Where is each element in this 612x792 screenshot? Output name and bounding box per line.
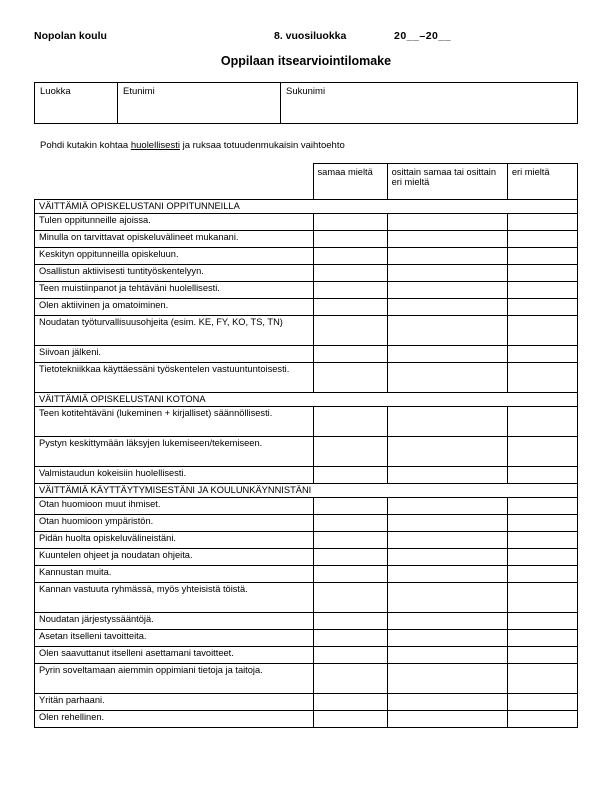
checkbox-cell-disagree[interactable] bbox=[507, 282, 577, 299]
checkbox-cell-disagree[interactable] bbox=[507, 664, 577, 694]
checkbox-cell-agree[interactable] bbox=[313, 630, 387, 647]
checkbox-cell-disagree[interactable] bbox=[507, 630, 577, 647]
table-row bbox=[35, 437, 578, 467]
checkbox-cell-partly[interactable] bbox=[387, 566, 507, 583]
class-label: Luokka bbox=[40, 86, 71, 97]
statement-text: Olen rehellinen. bbox=[35, 711, 314, 728]
checkbox-cell-disagree[interactable] bbox=[507, 498, 577, 515]
checkbox-cell-disagree[interactable] bbox=[507, 566, 577, 583]
section-title: VÄITTÄMIÄ OPISKELUSTANI KOTONA bbox=[35, 393, 578, 407]
statement-text: Siivoan jälkeni. bbox=[35, 346, 314, 363]
checkbox-cell-partly[interactable] bbox=[387, 549, 507, 566]
checkbox-cell-agree[interactable] bbox=[313, 532, 387, 549]
statement-text: Noudatan järjestyssääntöjä. bbox=[35, 613, 314, 630]
section-header-row bbox=[35, 200, 578, 214]
checkbox-cell-agree[interactable] bbox=[313, 711, 387, 728]
section-header-row bbox=[35, 484, 578, 498]
table-row bbox=[35, 694, 578, 711]
checkbox-cell-agree[interactable] bbox=[313, 316, 387, 346]
table-row bbox=[35, 282, 578, 299]
header-agree: samaa mieltä bbox=[313, 164, 387, 200]
statement-text: Otan huomioon ympäristön. bbox=[35, 515, 314, 532]
statement-text: Teen kotitehtäväni (lukeminen + kirjalliset) säännöllisesti. bbox=[35, 407, 314, 437]
statement-text: Asetan itselleni tavoitteita. bbox=[35, 630, 314, 647]
checkbox-cell-disagree[interactable] bbox=[507, 515, 577, 532]
school-name: Nopolan koulu bbox=[34, 30, 107, 42]
checkbox-cell-partly[interactable] bbox=[387, 346, 507, 363]
school-year: 20__–20__ bbox=[394, 30, 452, 42]
checkbox-cell-agree[interactable] bbox=[313, 498, 387, 515]
statement-text: Minulla on tarvittavat opiskeluvälineet mukanani. bbox=[35, 231, 314, 248]
statement-text: Teen muistiinpanot ja tehtäväni huolellisesti. bbox=[35, 282, 314, 299]
checkbox-cell-partly[interactable] bbox=[387, 437, 507, 467]
checkbox-cell-agree[interactable] bbox=[313, 566, 387, 583]
table-row bbox=[35, 83, 578, 124]
statement-text: Olen aktiivinen ja omatoiminen. bbox=[35, 299, 314, 316]
grade-level: 8. vuosiluokka bbox=[274, 30, 347, 42]
checkbox-cell-disagree[interactable] bbox=[507, 214, 577, 231]
lastname-field[interactable] bbox=[281, 83, 578, 124]
checkbox-cell-agree[interactable] bbox=[313, 467, 387, 484]
table-row bbox=[35, 532, 578, 549]
checkbox-cell-agree[interactable] bbox=[313, 346, 387, 363]
checkbox-cell-disagree[interactable] bbox=[507, 363, 577, 393]
checkbox-cell-agree[interactable] bbox=[313, 664, 387, 694]
checkbox-cell-partly[interactable] bbox=[387, 630, 507, 647]
checkbox-cell-disagree[interactable] bbox=[507, 231, 577, 248]
statement-text: Pyrin soveltamaan aiemmin oppimiani tietoja ja taitoja. bbox=[35, 664, 314, 694]
questionnaire-body bbox=[35, 164, 578, 728]
section-title: VÄITTÄMIÄ OPISKELUSTANI OPPITUNNEILLA bbox=[35, 200, 578, 214]
lastname-label: Sukunimi bbox=[286, 86, 326, 97]
table-row bbox=[35, 467, 578, 484]
statement-text: Kannan vastuuta ryhmässä, myös yhteisistä töistä. bbox=[35, 583, 314, 613]
checkbox-cell-disagree[interactable] bbox=[507, 549, 577, 566]
checkbox-cell-disagree[interactable] bbox=[507, 694, 577, 711]
statement-text: Tietotekniikkaa käyttäessäni työskentelen vastuuntuntoisesti. bbox=[35, 363, 314, 393]
checkbox-cell-agree[interactable] bbox=[313, 694, 387, 711]
table-row bbox=[35, 346, 578, 363]
statement-text: Otan huomioon muut ihmiset. bbox=[35, 498, 314, 515]
statement-text: Valmistaudun kokeisiin huolellisesti. bbox=[35, 467, 314, 484]
table-row bbox=[35, 711, 578, 728]
statement-text: Noudatan työturvallisuusohjeita (esim. KE, FY, KO, TS, TN) bbox=[35, 316, 314, 346]
checkbox-cell-partly[interactable] bbox=[387, 282, 507, 299]
statement-text: Olen saavuttanut itselleni asettamani tavoitteet. bbox=[35, 647, 314, 664]
checkbox-cell-disagree[interactable] bbox=[507, 346, 577, 363]
checkbox-cell-partly[interactable] bbox=[387, 407, 507, 437]
checkbox-cell-disagree[interactable] bbox=[507, 467, 577, 484]
section-title: VÄITTÄMIÄ KÄYTTÄYTYMISESTÄNI JA KOULUNKÄYNNISTÄNI bbox=[35, 484, 578, 498]
checkbox-cell-partly[interactable] bbox=[387, 647, 507, 664]
table-row bbox=[35, 566, 578, 583]
table-row bbox=[35, 248, 578, 265]
table-row bbox=[35, 231, 578, 248]
checkbox-cell-partly[interactable] bbox=[387, 515, 507, 532]
checkbox-cell-agree[interactable] bbox=[313, 214, 387, 231]
checkbox-cell-disagree[interactable] bbox=[507, 316, 577, 346]
table-row bbox=[35, 515, 578, 532]
checkbox-cell-agree[interactable] bbox=[313, 282, 387, 299]
checkbox-cell-agree[interactable] bbox=[313, 549, 387, 566]
checkbox-cell-partly[interactable] bbox=[387, 498, 507, 515]
checkbox-cell-agree[interactable] bbox=[313, 437, 387, 467]
table-row bbox=[35, 647, 578, 664]
checkbox-cell-partly[interactable] bbox=[387, 694, 507, 711]
page-title: Oppilaan itsearviointilomake bbox=[220, 54, 392, 68]
checkbox-cell-partly[interactable] bbox=[387, 613, 507, 630]
table-row bbox=[35, 214, 578, 231]
statement-text: Kannustan muita. bbox=[35, 566, 314, 583]
firstname-label: Etunimi bbox=[123, 86, 155, 97]
checkbox-cell-partly[interactable] bbox=[387, 265, 507, 282]
table-row bbox=[35, 549, 578, 566]
statement-text: Yritän parhaani. bbox=[35, 694, 314, 711]
table-row bbox=[35, 265, 578, 282]
header-disagree: eri mieltä bbox=[507, 164, 577, 200]
instruction-part-2: ja ruksaa totuudenmukaisin vaihtoehto bbox=[179, 140, 345, 151]
statement-text: Tulen oppitunneille ajoissa. bbox=[35, 214, 314, 231]
firstname-field[interactable] bbox=[118, 83, 281, 124]
checkbox-cell-partly[interactable] bbox=[387, 363, 507, 393]
table-row bbox=[35, 407, 578, 437]
table-row bbox=[35, 664, 578, 694]
section-header-row bbox=[35, 393, 578, 407]
document-header bbox=[34, 30, 578, 42]
statement-text: Kuuntelen ohjeet ja noudatan ohjeita. bbox=[35, 549, 314, 566]
header-partly: osittain samaa tai osittain eri mieltä bbox=[387, 164, 507, 200]
checkbox-cell-agree[interactable] bbox=[313, 265, 387, 282]
checkbox-cell-partly[interactable] bbox=[387, 316, 507, 346]
checkbox-cell-disagree[interactable] bbox=[507, 437, 577, 467]
checkbox-cell-agree[interactable] bbox=[313, 407, 387, 437]
checkbox-cell-disagree[interactable] bbox=[507, 613, 577, 630]
instruction-text bbox=[40, 140, 578, 151]
checkbox-cell-agree[interactable] bbox=[313, 248, 387, 265]
checkbox-cell-agree[interactable] bbox=[313, 363, 387, 393]
table-row bbox=[35, 498, 578, 515]
checkbox-cell-partly[interactable] bbox=[387, 711, 507, 728]
checkbox-cell-partly[interactable] bbox=[387, 664, 507, 694]
statement-text: Osallistun aktiivisesti tuntityöskentelyyn. bbox=[35, 265, 314, 282]
checkbox-cell-disagree[interactable] bbox=[507, 532, 577, 549]
checkbox-cell-agree[interactable] bbox=[313, 583, 387, 613]
checkbox-cell-agree[interactable] bbox=[313, 231, 387, 248]
checkbox-cell-agree[interactable] bbox=[313, 515, 387, 532]
checkbox-cell-partly[interactable] bbox=[387, 467, 507, 484]
checkbox-cell-agree[interactable] bbox=[313, 299, 387, 316]
checkbox-cell-disagree[interactable] bbox=[507, 647, 577, 664]
table-row bbox=[35, 363, 578, 393]
checkbox-cell-disagree[interactable] bbox=[507, 248, 577, 265]
checkbox-cell-disagree[interactable] bbox=[507, 407, 577, 437]
instruction-part-1: Pohdi kutakin kohtaa bbox=[40, 140, 131, 151]
statement-text: Pystyn keskittymään läksyjen lukemiseen/tekemiseen. bbox=[35, 437, 314, 467]
checkbox-cell-disagree[interactable] bbox=[507, 711, 577, 728]
statement-text: Pidän huolta opiskeluvälineistäni. bbox=[35, 532, 314, 549]
checkbox-cell-partly[interactable] bbox=[387, 231, 507, 248]
table-row bbox=[35, 299, 578, 316]
identity-table bbox=[34, 82, 578, 124]
checkbox-cell-agree[interactable] bbox=[313, 613, 387, 630]
instruction-emphasis: huolellisesti bbox=[130, 140, 180, 151]
checkbox-cell-partly[interactable] bbox=[387, 248, 507, 265]
class-field[interactable] bbox=[35, 83, 118, 124]
checkbox-cell-partly[interactable] bbox=[387, 583, 507, 613]
checkbox-cell-agree[interactable] bbox=[313, 647, 387, 664]
checkbox-cell-disagree[interactable] bbox=[507, 299, 577, 316]
table-row bbox=[35, 316, 578, 346]
checkbox-cell-partly[interactable] bbox=[387, 299, 507, 316]
checkbox-cell-disagree[interactable] bbox=[507, 583, 577, 613]
header-blank-cell bbox=[35, 164, 314, 200]
statement-text: Keskityn oppitunneilla opiskeluun. bbox=[35, 248, 314, 265]
checkbox-cell-partly[interactable] bbox=[387, 532, 507, 549]
table-row bbox=[35, 630, 578, 647]
column-header-row bbox=[35, 164, 578, 200]
table-row bbox=[35, 583, 578, 613]
checkbox-cell-partly[interactable] bbox=[387, 214, 507, 231]
checkbox-cell-disagree[interactable] bbox=[507, 265, 577, 282]
table-row bbox=[35, 613, 578, 630]
questionnaire-table bbox=[34, 163, 578, 728]
